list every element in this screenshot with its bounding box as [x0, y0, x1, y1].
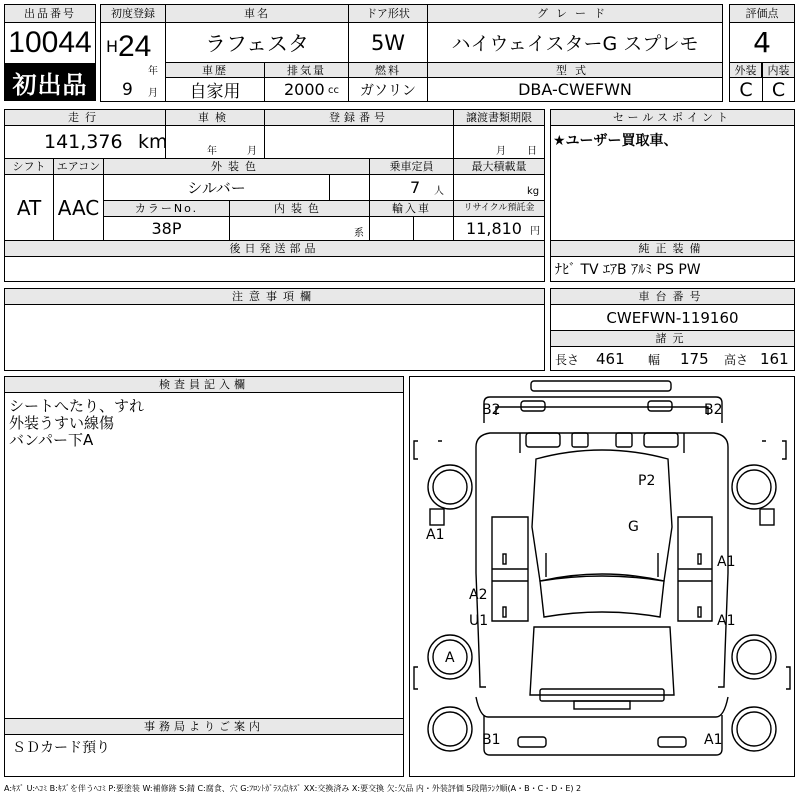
interior-grade: C — [771, 78, 786, 101]
diagram-mark-front-bumper-left: B1 — [482, 732, 501, 748]
door-type: 5W — [370, 30, 406, 55]
diagram-mark-right-front-door: A1 — [717, 613, 736, 629]
later-parts-cell — [4, 256, 545, 282]
history-label: 車歴 — [165, 62, 265, 78]
fuel-label: 燃料 — [348, 62, 428, 78]
dims-cell — [550, 346, 795, 371]
max-load-unit: kg — [527, 185, 540, 197]
chassis-number: CWEFWN-119160 — [606, 308, 739, 327]
era-letter: H — [106, 36, 119, 56]
sales-point: ★ユーザー買取車、 — [553, 133, 678, 149]
mileage: 141,376 — [44, 131, 123, 153]
office-note: ＳＤカード預り — [12, 740, 110, 756]
chassis-label: 車台番号 — [550, 288, 795, 305]
exterior-grade-label: 外装 — [729, 62, 762, 78]
first-reg-label: 初度登録 — [100, 4, 166, 23]
recycle-unit: 円 — [530, 225, 540, 236]
diagram-mark-rear-left: B2 — [482, 402, 501, 418]
color: シルバー — [187, 179, 246, 197]
equipment-label: 純正装備 — [550, 240, 795, 257]
month-unit: 月 — [148, 87, 158, 98]
height: 161 — [760, 349, 789, 368]
import-label: 輸入車 — [369, 200, 454, 217]
color-divider — [329, 174, 330, 201]
registration-label: 登録番号 — [264, 109, 454, 126]
inspector-label: 検査員記入欄 — [4, 376, 404, 393]
width: 175 — [680, 349, 709, 368]
shift: AT — [16, 195, 42, 220]
diagram-mark-right-rear-door: A1 — [717, 554, 736, 570]
car-name-label: 車名 — [165, 4, 349, 23]
score-label: 評価点 — [729, 4, 795, 23]
registration-cell — [264, 125, 454, 159]
door-label: ドア形状 — [348, 4, 428, 23]
history: 自家用 — [189, 82, 241, 101]
model-code-label: 型式 — [427, 62, 723, 78]
mileage-unit: km — [138, 131, 168, 153]
first-reg-year: 24 — [118, 30, 152, 63]
aircon-label: エアコン — [53, 158, 104, 175]
car-diagram-svg — [410, 377, 794, 776]
mileage-label: 走行 — [4, 109, 166, 126]
displacement: 2000 — [284, 80, 325, 99]
transfer-day-unit: 日 — [527, 145, 537, 156]
import-cell-2 — [413, 216, 454, 241]
import-cell — [369, 216, 414, 241]
length-label: 長さ — [555, 352, 580, 366]
interior-color-label: 内装色 — [229, 200, 370, 217]
displacement-label: 排気量 — [264, 62, 349, 78]
max-load-label: 最大積載量 — [453, 158, 545, 175]
aircon: AAC — [57, 195, 100, 220]
length: 461 — [596, 349, 625, 368]
shift-label: シフト — [4, 158, 54, 175]
office-label: 事務局よりご案内 — [4, 718, 404, 735]
diagram-mark-front-bumper-right: A1 — [704, 732, 723, 748]
equipment: ﾅﾋﾞ TV ｴｱB ｱﾙﾐ PS PW — [555, 262, 701, 278]
grade: ハイウェイスターG スプレモ — [451, 33, 699, 55]
diagram-mark-left-front-door-u: U1 — [469, 613, 489, 629]
color-no-label: カラーNo. — [103, 200, 230, 217]
capacity-unit: 人 — [434, 185, 444, 196]
caution-label: 注意事項欄 — [4, 288, 545, 305]
height-label: 高さ — [724, 352, 749, 366]
interior-color-unit: 系 — [354, 227, 364, 238]
model-code: DBA-CWEFWN — [518, 80, 632, 99]
color-label: 外装色 — [103, 158, 370, 175]
inspector-line-1: シートへたり、すれ — [9, 396, 145, 414]
width-label: 幅 — [648, 352, 661, 366]
car-diagram — [409, 376, 795, 777]
caution-cell — [4, 304, 545, 371]
lot-number-label: 出品番号 — [4, 4, 96, 23]
fuel: ガソリン — [360, 82, 416, 99]
legend: A:ｷｽﾞ U:ﾍｺﾐ B:ｷｽﾞを伴うﾍｺﾐ P:要塗装 W:補修跡 S:錆 C:腐食、穴 G:ﾌﾛﾝﾄｶﾞﾗｽ点ｷｽﾞ XX:交換済み X:要交換 欠:欠品 内・外装評価 5段階ﾗﾝｸ順(A・B・C・D・E) 2 — [4, 783, 582, 793]
recycle-deposit: 11,810 — [466, 219, 522, 238]
diagram-mark-front-left-wheel: A — [445, 650, 455, 666]
dims-label: 諸元 — [550, 330, 795, 347]
exterior-grade: C — [739, 78, 753, 101]
later-parts-label: 後日発送部品 — [4, 240, 545, 257]
transfer-month-unit: 月 — [496, 145, 506, 156]
inspection-label: 車検 — [165, 109, 265, 126]
diagram-mark-rear-right: B2 — [704, 402, 723, 418]
year-unit: 年 — [148, 65, 158, 76]
transfer-deadline-label: 譲渡書類期限 — [453, 109, 545, 126]
diagram-mark-left-front-door-a: A2 — [469, 587, 488, 603]
score: 4 — [753, 26, 771, 59]
inspector-line-2: 外装うすい線傷 — [9, 413, 115, 431]
color-no: 38P — [151, 219, 182, 238]
capacity: 7 — [410, 178, 421, 197]
grade-label: グレード — [427, 4, 723, 23]
first-listing-badge: 初出品 — [4, 63, 96, 101]
sales-point-label: セールスポイント — [550, 109, 795, 126]
interior-color-cell — [229, 216, 370, 241]
inspector-line-3: バンパー下A — [9, 430, 94, 448]
inspection-month-unit: 月 — [247, 145, 257, 156]
lot-number: 10044 — [8, 26, 92, 59]
displacement-unit: cc — [328, 84, 339, 96]
inspection-year-unit: 年 — [207, 145, 217, 156]
recycle-label: リサイクル預託金 — [453, 200, 545, 217]
interior-grade-label: 内装 — [762, 62, 795, 78]
diagram-mark-rear-left-fender: A1 — [426, 527, 445, 543]
diagram-mark-roof: P2 — [638, 473, 656, 489]
capacity-label: 乗車定員 — [369, 158, 454, 175]
diagram-mark-windshield: G — [628, 519, 639, 535]
first-reg-month: 9 — [122, 80, 133, 100]
car-name: ラフェスタ — [205, 31, 309, 56]
